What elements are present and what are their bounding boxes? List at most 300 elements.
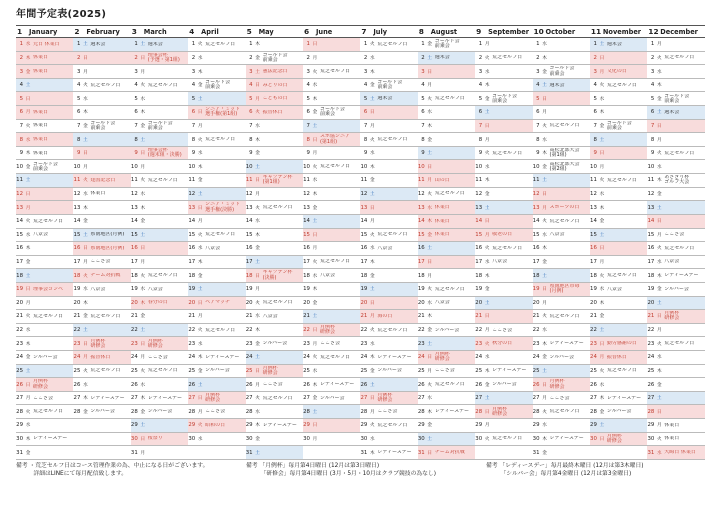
day-number: 24 [590, 354, 597, 361]
weekday: 木 [370, 450, 375, 456]
day-number: 8 [306, 136, 310, 143]
day-event: 八景会 [33, 232, 49, 238]
weekday: 水 [312, 273, 318, 279]
weekday: 水 [25, 42, 31, 48]
day-number: 19 [188, 286, 196, 293]
day-number: 4 [650, 82, 655, 89]
weekday: 金 [599, 314, 605, 320]
weekday: 金 [542, 260, 547, 266]
weekday: 日 [599, 246, 605, 252]
day-row [73, 106, 130, 120]
weekday: 金 [197, 83, 203, 89]
day-row [475, 392, 532, 406]
day-row [188, 242, 245, 256]
weekday: 火 [427, 96, 433, 102]
day-event: 荒芝セルフ日 [319, 164, 350, 170]
day-number: 15 [16, 231, 23, 238]
day-event: 月例杯 研修会 [664, 311, 680, 322]
weekday: 土 [83, 137, 88, 143]
weekday: 月 [599, 260, 605, 266]
day-row [131, 133, 188, 147]
day-row [303, 133, 360, 147]
day-number: 12 [532, 191, 540, 197]
day-row [590, 92, 647, 106]
day-number: 26 [590, 381, 597, 388]
weekday: 木 [255, 423, 260, 429]
day-row [73, 79, 130, 93]
day-number: 27 [532, 395, 540, 402]
day-event: 元日 休業日 [33, 41, 60, 47]
month-number: 5 [246, 27, 252, 36]
day-number: 2 [478, 54, 483, 61]
weekday: 土 [25, 273, 31, 279]
day-number: 6 [249, 109, 253, 116]
weekday: 木 [599, 300, 605, 306]
month-name: April [201, 27, 219, 36]
weekday: 土 [255, 355, 260, 361]
day-number: 5 [19, 95, 23, 102]
weekday: 土 [599, 137, 605, 143]
day-row [188, 229, 245, 243]
day-number: 7 [536, 122, 540, 129]
day-row [360, 351, 417, 365]
day-number: 8 [536, 136, 540, 143]
day-number: 18 [475, 272, 483, 279]
day-row [303, 120, 360, 134]
weekday: 土 [312, 123, 318, 129]
day-number: 26 [16, 381, 23, 388]
day-event: 荒芝セルフ日 [147, 82, 178, 88]
day-number: 23 [417, 340, 425, 347]
weekday: 月 [370, 123, 375, 129]
day-number: 11 [360, 177, 368, 184]
weekday: 日 [197, 300, 203, 306]
day-number: 20 [245, 299, 253, 306]
day-number: 11 [417, 177, 425, 184]
weekday: 土 [312, 409, 318, 415]
day-event: 月例杯 研修会 [262, 365, 278, 376]
day-row [418, 337, 475, 351]
day-event: 荒芝セルフ日 [377, 232, 408, 238]
month-column [533, 26, 590, 460]
weekday: 火 [656, 246, 662, 252]
month-column [360, 26, 417, 460]
day-number: 26 [130, 381, 138, 388]
day-row [246, 378, 303, 392]
weekday: 月 [197, 219, 203, 225]
weekday: 土 [656, 300, 662, 306]
day-number: 11 [130, 177, 138, 184]
day-row [73, 120, 130, 134]
day-number: 2 [249, 54, 253, 61]
day-number: 18 [188, 272, 196, 279]
day-number: 26 [532, 381, 540, 388]
day-row [131, 446, 188, 460]
day-row [418, 433, 475, 447]
day-number: 24 [417, 354, 425, 361]
day-event: 桜祭り [147, 436, 163, 442]
day-row [73, 215, 130, 229]
day-number: 10 [188, 163, 196, 170]
day-event: 県南地区(月例) [90, 245, 125, 251]
weekday: 木 [370, 164, 375, 170]
day-number: 30 [188, 435, 196, 442]
day-row [360, 174, 417, 188]
day-event: チーム対抗戦 [90, 273, 121, 279]
day-row [303, 242, 360, 256]
weekday: 金 [656, 287, 662, 293]
weekday: 金 [427, 328, 433, 334]
day-number: 2 [536, 54, 540, 61]
day-number: 19 [475, 286, 483, 293]
day-row [533, 433, 590, 447]
weekday: 日 [599, 341, 605, 347]
day-row [188, 392, 245, 406]
weekday: 水 [197, 341, 203, 347]
weekday: 火 [83, 178, 88, 184]
day-number: 13 [130, 204, 138, 211]
day-number: 18 [245, 272, 253, 279]
day-number: 21 [475, 313, 483, 320]
weekday: 日 [83, 55, 88, 61]
day-event: ここさ会 [319, 341, 340, 347]
day-event: 休業日 [33, 123, 49, 129]
day-row [303, 147, 360, 161]
day-number: 3 [191, 68, 196, 75]
day-number: 22 [417, 327, 425, 334]
weekday: 日 [140, 436, 146, 442]
day-row [16, 405, 73, 419]
day-row [533, 229, 590, 243]
weekday: 木 [255, 328, 260, 334]
day-number: 28 [532, 408, 540, 415]
page-title: 年間予定表(2025) [16, 9, 107, 20]
weekday: 土 [427, 55, 433, 61]
weekday: 火 [25, 409, 31, 415]
weekday: 土 [484, 110, 490, 116]
weekday: 水 [484, 355, 490, 361]
day-row [16, 215, 73, 229]
weekday: 木 [542, 246, 547, 252]
day-number: 17 [16, 259, 23, 266]
weekday: 金 [83, 409, 88, 415]
month-header [16, 26, 73, 38]
day-number: 5 [478, 95, 483, 102]
day-row [131, 65, 188, 79]
day-row [533, 65, 590, 79]
weekday: 水 [427, 300, 433, 306]
day-row [647, 433, 704, 447]
weekday: 水 [656, 164, 662, 170]
weekday: 月 [83, 164, 88, 170]
month-number: 10 [533, 27, 544, 36]
weekday: 金 [484, 382, 490, 388]
day-row [246, 79, 303, 93]
day-number: 14 [532, 218, 540, 225]
day-row [590, 351, 647, 365]
day-row [131, 405, 188, 419]
month-name: October [545, 27, 576, 36]
day-row [246, 120, 303, 134]
day-row [303, 79, 360, 93]
weekday: 金 [599, 409, 605, 415]
day-event: シルバー会 [606, 409, 632, 415]
day-number: 19 [532, 286, 540, 293]
day-event: ここさ会 [434, 368, 455, 374]
day-event: シルバー会 [492, 381, 517, 387]
empty-row [188, 446, 245, 460]
day-number: 8 [421, 136, 425, 143]
weekday: 月 [83, 260, 88, 266]
day-number: 5 [650, 95, 655, 102]
day-event: 月例杯 研修会 [319, 324, 335, 336]
weekday: 水 [484, 260, 490, 266]
day-number: 22 [303, 327, 310, 334]
day-number: 1 [363, 41, 368, 48]
day-row [131, 351, 188, 365]
weekday: 月 [312, 55, 318, 61]
weekday: 木 [599, 110, 605, 116]
day-row [647, 38, 704, 52]
day-number: 19 [130, 286, 138, 293]
day-number: 11 [245, 177, 253, 184]
day-row [533, 38, 590, 52]
day-number: 14 [16, 218, 23, 225]
day-row [533, 147, 590, 161]
day-number: 7 [76, 122, 81, 129]
weekday: 木 [25, 341, 31, 347]
month-name: May [258, 27, 274, 36]
day-event: シルバー会 [549, 354, 575, 360]
day-row [360, 405, 417, 419]
day-row [131, 297, 188, 311]
day-number: 5 [134, 95, 138, 102]
weekday: 金 [140, 409, 146, 415]
day-number: 18 [417, 272, 425, 279]
day-row [131, 92, 188, 106]
day-row [647, 297, 704, 311]
day-number: 27 [130, 395, 138, 402]
day-row [590, 160, 647, 174]
weekday: 火 [370, 328, 375, 334]
day-event: 荒芝セルフ日 [319, 68, 350, 74]
day-event: ゴールド会 前乗会 [147, 120, 173, 131]
day-row [131, 201, 188, 215]
day-number: 22 [130, 327, 138, 334]
day-event: 荒芝セルフ日 [33, 218, 64, 224]
weekday: 水 [312, 178, 318, 184]
day-number: 9 [191, 150, 196, 157]
weekday: 月 [370, 219, 375, 225]
day-row [533, 310, 590, 324]
weekday: 水 [255, 123, 260, 129]
day-number: 17 [130, 259, 138, 266]
day-number: 13 [245, 204, 253, 211]
day-number: 28 [475, 408, 483, 415]
day-row [131, 283, 188, 297]
weekday: 木 [656, 178, 662, 184]
day-number: 2 [76, 54, 81, 61]
weekday: 木 [25, 246, 31, 252]
day-number: 28 [647, 408, 655, 415]
weekday: 水 [484, 69, 490, 75]
day-row [647, 201, 704, 215]
day-event: シルバー会 [147, 409, 173, 415]
weekday: 日 [484, 123, 490, 129]
weekday: 水 [25, 137, 31, 143]
day-number: 8 [593, 136, 597, 143]
day-number: 28 [130, 408, 138, 415]
day-event: 休業日 [33, 150, 49, 156]
day-event: 荒芝セルフ日 [205, 327, 236, 333]
day-number: 27 [417, 395, 425, 402]
day-number: 13 [188, 204, 196, 211]
day-row [590, 229, 647, 243]
day-number: 16 [532, 245, 540, 252]
day-row [16, 52, 73, 66]
day-event: ここさ会 [492, 327, 513, 333]
weekday: 火 [255, 300, 260, 306]
day-event: こどもの日 [262, 96, 288, 102]
weekday: 金 [140, 123, 146, 129]
day-event: ゴールド会 前乗会 [664, 93, 690, 104]
weekday: 木 [427, 314, 433, 320]
day-number: 18 [130, 272, 138, 279]
day-row [131, 120, 188, 134]
weekday: 火 [599, 368, 605, 374]
day-number: 4 [19, 82, 23, 89]
day-row [360, 337, 417, 351]
weekday: 日 [197, 205, 203, 211]
day-number: 6 [306, 109, 310, 116]
weekday: 土 [197, 192, 203, 197]
day-event: 荒芝セルフ日 [606, 82, 637, 88]
day-row [303, 337, 360, 351]
day-number: 20 [590, 299, 597, 306]
month-column [590, 26, 647, 460]
weekday: 木 [656, 273, 662, 279]
day-number: 23 [188, 340, 196, 347]
month-number: 8 [418, 27, 424, 36]
day-event: 荒芝セルフ日 [549, 313, 580, 319]
weekday: 火 [312, 164, 318, 170]
weekday: 火 [197, 42, 203, 48]
weekday: 水 [542, 328, 547, 334]
weekday: 木 [312, 287, 318, 293]
day-number: 24 [303, 354, 310, 361]
day-row [73, 133, 130, 147]
weekday: 水 [542, 232, 547, 238]
day-number: 26 [73, 381, 81, 388]
weekday: 水 [599, 382, 605, 388]
day-row [360, 201, 417, 215]
weekday: 水 [370, 246, 375, 252]
day-number: 29 [475, 422, 483, 429]
day-event: あさぎり杯 ゴルフ大会 [664, 175, 690, 186]
day-number: 20 [303, 299, 310, 306]
day-event: レディースデー [319, 381, 355, 387]
weekday: 木 [599, 396, 605, 402]
day-event: ここさ会 [262, 381, 283, 387]
weekday: 金 [25, 355, 31, 361]
weekday: 水 [255, 219, 260, 225]
weekday: 水 [197, 436, 203, 442]
day-row [475, 79, 532, 93]
day-event: 荒芝セルフ日 [205, 232, 236, 238]
weekday: 火 [484, 55, 490, 61]
day-number: 31 [16, 449, 23, 456]
day-row [533, 256, 590, 270]
day-row [131, 79, 188, 93]
day-number: 26 [188, 381, 196, 388]
weekday: 水 [427, 205, 433, 211]
weekday: 土 [140, 137, 146, 143]
weekday: 日 [484, 219, 490, 225]
weekday: 火 [312, 260, 318, 266]
day-number: 3 [593, 68, 597, 75]
day-event: 荒芝セルフ日 [377, 327, 408, 333]
weekday: 日 [370, 396, 375, 402]
weekday: 月 [656, 328, 662, 334]
day-row [16, 38, 73, 52]
day-number: 12 [245, 191, 253, 197]
day-row [16, 92, 73, 106]
day-row [131, 378, 188, 392]
day-number: 29 [417, 422, 425, 429]
weekday: 木 [484, 178, 490, 184]
day-number: 25 [303, 367, 310, 374]
weekday: 月 [255, 287, 260, 293]
day-number: 1 [478, 41, 483, 48]
weekday: 土 [370, 96, 375, 102]
day-row [533, 79, 590, 93]
weekday: 月 [312, 246, 318, 252]
day-number: 22 [73, 327, 81, 334]
weekday: 月 [484, 42, 490, 48]
day-number: 27 [590, 395, 597, 402]
weekday: 日 [312, 328, 318, 334]
day-row [590, 38, 647, 52]
weekday: 木 [312, 192, 318, 197]
weekday: 火 [255, 396, 260, 402]
day-row [188, 52, 245, 66]
weekday: 土 [140, 328, 146, 334]
day-row [73, 201, 130, 215]
day-row [418, 188, 475, 202]
weekday: 月 [312, 341, 318, 347]
day-row [475, 65, 532, 79]
day-row [360, 120, 417, 134]
weekday: 水 [599, 96, 605, 102]
month-column [303, 26, 360, 460]
day-number: 28 [16, 408, 23, 415]
day-row [475, 52, 532, 66]
day-number: 25 [16, 367, 23, 374]
day-row [73, 174, 130, 188]
day-number: 28 [590, 408, 597, 415]
day-row [533, 120, 590, 134]
weekday: 水 [255, 314, 260, 320]
weekday: 金 [542, 164, 547, 170]
day-number: 14 [73, 218, 81, 225]
month-header [418, 26, 475, 38]
day-number: 11 [73, 177, 81, 184]
month-number: 4 [189, 27, 195, 36]
day-number: 11 [303, 177, 310, 184]
day-number: 1 [19, 41, 23, 48]
weekday: 土 [255, 164, 260, 170]
day-number: 22 [360, 327, 368, 334]
